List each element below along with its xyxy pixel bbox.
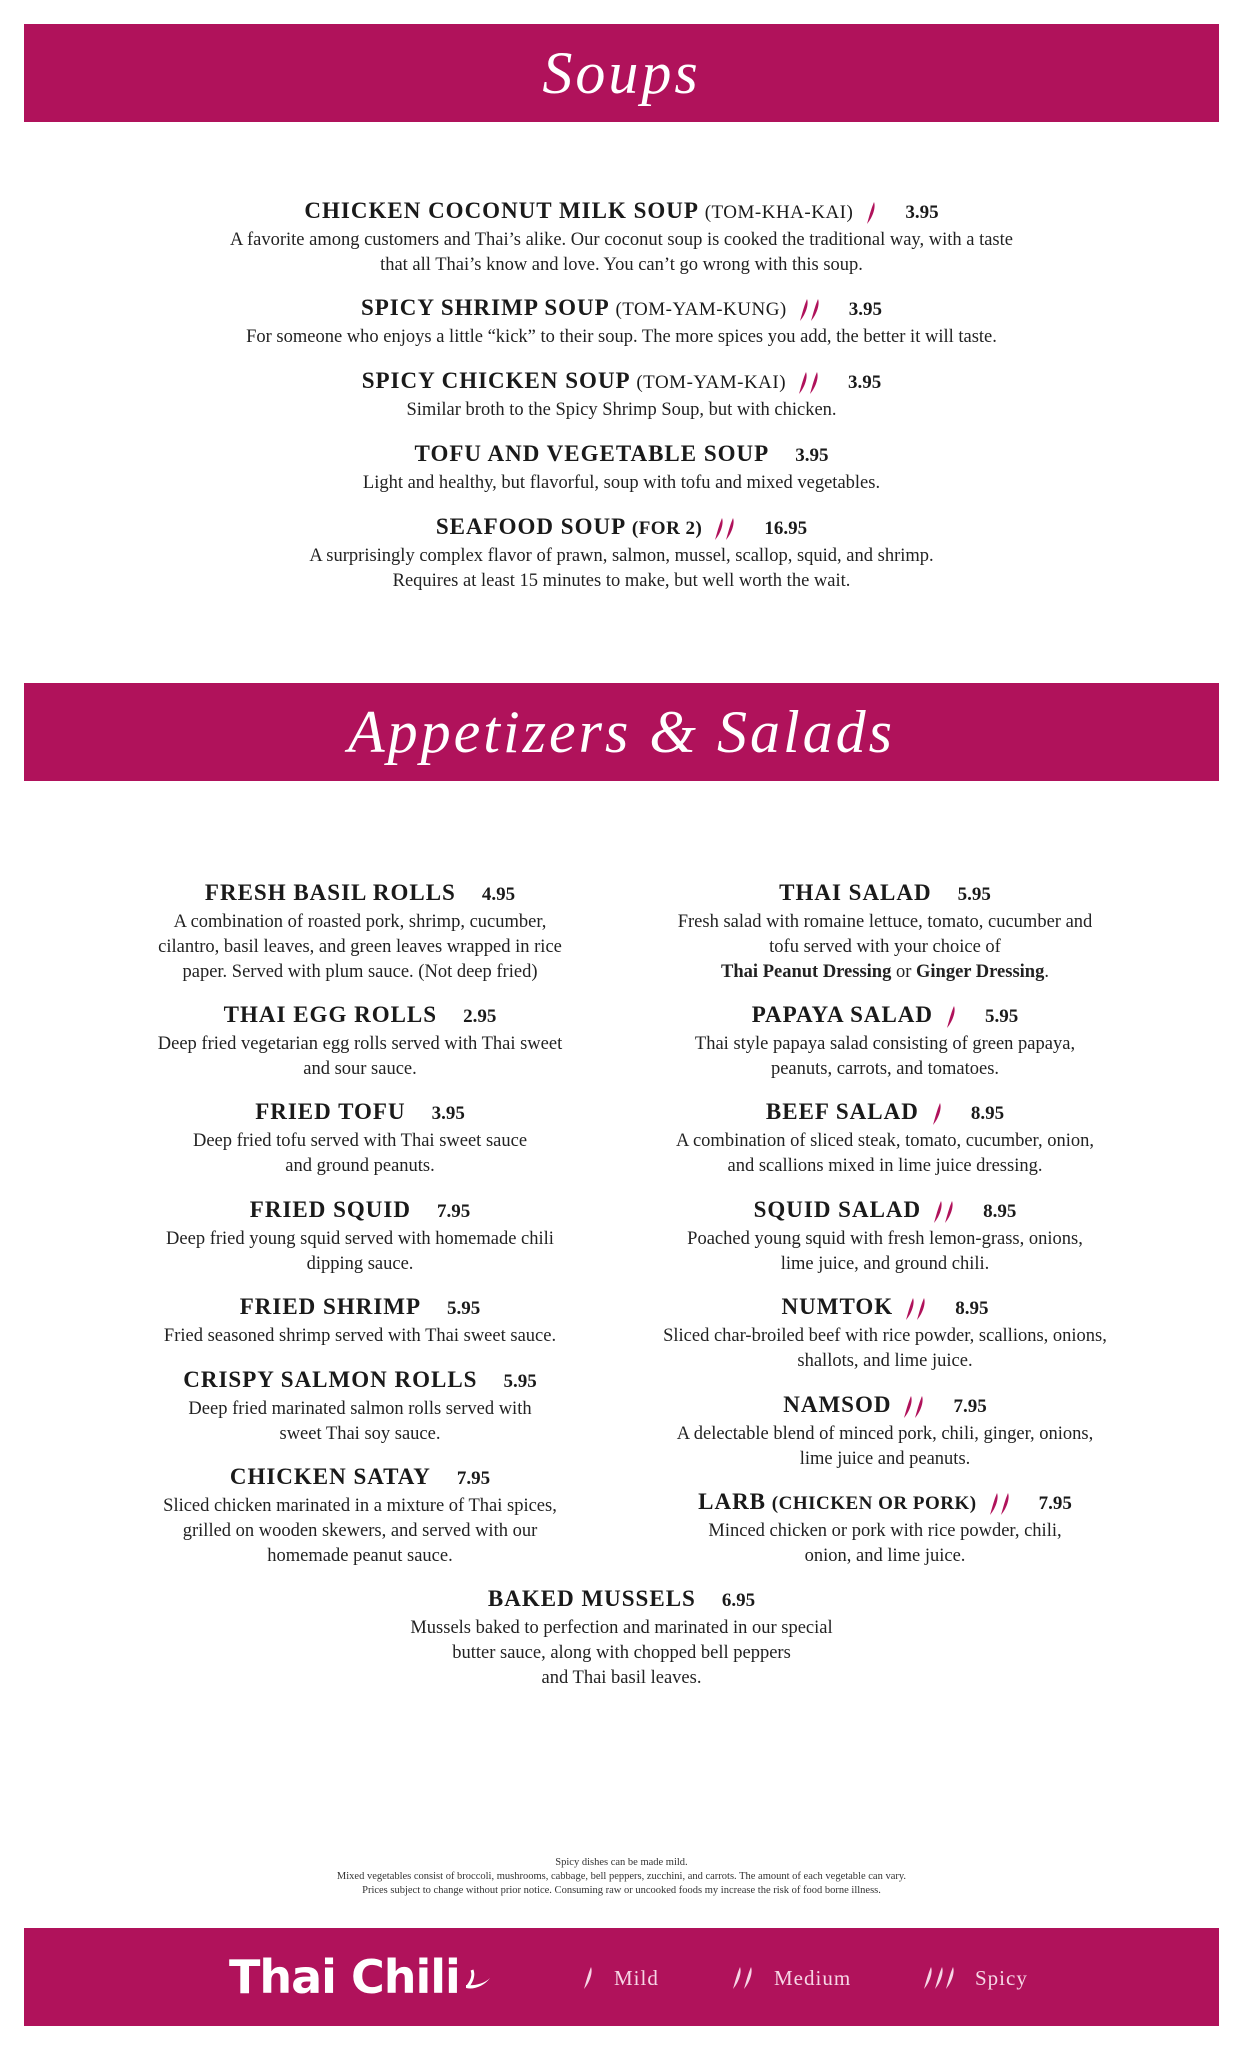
legend-medium xyxy=(730,1965,851,1991)
chili-medium-icon xyxy=(901,1394,927,1420)
menu-item xyxy=(24,439,1219,496)
chili-medium-icon xyxy=(730,1965,756,1991)
item-description: Sliced char-broiled beef with rice powder, scallions, onions, shallots, and lime juice. xyxy=(663,1326,1107,1371)
item-description: Minced chicken or pork with rice powder, chili, onion, and lime juice. xyxy=(708,1521,1062,1566)
item-description: Poached young squid with fresh lemon-grass, onions, lime juice, and ground chili. xyxy=(687,1229,1083,1274)
item-name: BAKED MUSSELS xyxy=(487,1586,696,1611)
item-subname: (TOM-YAM-KUNG) xyxy=(615,299,787,320)
menu-item xyxy=(655,1487,1115,1569)
item-name: FRIED TOFU xyxy=(255,1099,406,1124)
menu-item xyxy=(24,512,1219,594)
menu-item xyxy=(130,1195,590,1277)
item-name: CHICKEN SATAY xyxy=(229,1464,431,1489)
item-name: SQUID SALAD xyxy=(753,1197,922,1222)
chili-mild-icon xyxy=(580,1965,596,1991)
menu-item xyxy=(130,1000,590,1082)
item-name: FRESH BASIL ROLLS xyxy=(204,880,456,905)
chili-medium-icon xyxy=(903,1296,929,1322)
soups-header xyxy=(24,24,1219,122)
item-name: PAPAYA SALAD xyxy=(751,1002,934,1027)
menu-item xyxy=(24,196,1219,278)
logo-chili-icon xyxy=(462,1966,492,1996)
item-name: FRIED SQUID xyxy=(249,1197,411,1222)
item-name: BEEF SALAD xyxy=(765,1099,919,1124)
item-price: 5.95 xyxy=(985,1006,1019,1027)
item-name: SEAFOOD SOUP xyxy=(435,514,627,539)
item-description: Deep fried tofu served with Thai sweet sauce and ground peanuts. xyxy=(192,1131,528,1176)
dressing-option: Thai Peanut Dressing xyxy=(721,962,892,982)
item-description: Sliced chicken marinated in a mixture of Thai spices, grilled on wooden skewers, and served with our homemade peanut sauce. xyxy=(163,1496,557,1566)
item-price: 7.95 xyxy=(456,1468,491,1489)
footnote: Mixed vegetables consist of broccoli, mushrooms, cabbage, bell peppers, zucchini, and carrots. The amount of each vegetable can vary. xyxy=(336,1871,907,1882)
item-description: Similar broth to the Spicy Shrimp Soup, but with chicken. xyxy=(406,400,837,420)
item-name: THAI EGG ROLLS xyxy=(223,1002,438,1027)
chili-medium-icon xyxy=(712,516,738,542)
chili-mild-icon xyxy=(929,1101,945,1127)
item-name: CRISPY SALMON ROLLS xyxy=(183,1367,478,1392)
menu-item xyxy=(655,1390,1115,1472)
item-price: 4.95 xyxy=(481,884,516,905)
dressing-option: Ginger Dressing xyxy=(916,962,1045,982)
item-description: Fresh salad with romaine lettuce, tomato, cucumber and tofu served with your choice of Thai Peanut Dressing or Ginger Dressing. xyxy=(677,912,1093,982)
item-price: 5.95 xyxy=(957,884,991,905)
menu-item xyxy=(655,1000,1115,1082)
item-price: 3.95 xyxy=(795,445,829,466)
menu-item xyxy=(130,1462,590,1569)
item-price: 8.95 xyxy=(970,1103,1005,1124)
item-price: 2.95 xyxy=(463,1006,497,1027)
legend-label: Spicy xyxy=(975,1965,1028,1990)
menu-item xyxy=(655,1292,1115,1374)
item-price: 7.95 xyxy=(1038,1493,1072,1514)
legend-spicy xyxy=(921,1965,1028,1991)
item-name: NAMSOD xyxy=(783,1392,892,1417)
item-price: 3.95 xyxy=(431,1103,465,1124)
item-description: Fried seasoned shrimp served with Thai sweet sauce. xyxy=(163,1326,557,1346)
item-price: 6.95 xyxy=(721,1590,756,1611)
soups-heading: Soups xyxy=(542,39,701,106)
item-name: SPICY SHRIMP SOUP xyxy=(360,295,610,320)
legend-label: Medium xyxy=(774,1965,852,1990)
menu-item xyxy=(24,1584,1219,1691)
menu-item xyxy=(24,293,1219,350)
item-name: THAI SALAD xyxy=(779,880,932,905)
chili-spicy-icon xyxy=(921,1965,957,1991)
item-description: A combination of sliced steak, tomato, cucumber, onion, and scallions mixed in lime juice dressing. xyxy=(676,1131,1094,1176)
item-description: A combination of roasted pork, shrimp, cucumber, cilantro, basil leaves, and green leaves wrapped in rice paper. Served with plum sauce. (Not deep fried) xyxy=(158,912,562,982)
chili-mild-icon xyxy=(863,200,879,226)
item-subname: (TOM-KHA-KAI) xyxy=(704,202,854,223)
item-price: 7.95 xyxy=(436,1201,471,1222)
menu-item xyxy=(130,1365,590,1447)
item-name: FRIED SHRIMP xyxy=(239,1294,422,1319)
item-description: Deep fried young squid served with homemade chili dipping sauce. xyxy=(166,1229,554,1274)
item-description: Mussels baked to perfection and marinated in our special butter sauce, along with chopped bell peppers and Thai basil leaves. xyxy=(410,1618,833,1688)
menu-item xyxy=(655,878,1115,985)
footnotes xyxy=(24,1856,1219,1898)
item-name: LARB xyxy=(698,1489,767,1514)
item-name: SPICY CHICKEN SOUP xyxy=(361,368,631,393)
brand-logo xyxy=(229,1950,492,2004)
item-name: TOFU AND VEGETABLE SOUP xyxy=(414,441,770,466)
appetizers-heading: Appetizers & Salads xyxy=(348,698,895,765)
item-subname: (FOR 2) xyxy=(631,518,703,539)
item-subname: (CHICKEN OR PORK) xyxy=(771,1493,977,1514)
item-price: 5.95 xyxy=(503,1371,537,1392)
menu-item xyxy=(655,1097,1115,1179)
chili-medium-icon xyxy=(931,1199,957,1225)
item-price: 5.95 xyxy=(447,1298,481,1319)
item-price: 8.95 xyxy=(983,1201,1017,1222)
chili-medium-icon xyxy=(796,370,822,396)
item-description: Deep fried vegetarian egg rolls served with Thai sweet and sour sauce. xyxy=(157,1034,563,1079)
menu-item xyxy=(130,1292,590,1349)
footnote: Prices subject to change without prior notice. Consuming raw or uncooked foods my increase the risk of food borne illness. xyxy=(362,1885,881,1896)
item-description: Light and healthy, but flavorful, soup with tofu and mixed vegetables. xyxy=(362,473,881,493)
legend-label: Mild xyxy=(614,1965,659,1990)
item-description: A delectable blend of minced pork, chili, ginger, onions, lime juice and peanuts. xyxy=(676,1424,1094,1469)
menu-item xyxy=(655,1195,1115,1277)
item-name: CHICKEN COCONUT MILK SOUP xyxy=(304,198,699,223)
item-price: 3.95 xyxy=(848,299,883,320)
menu-item xyxy=(130,878,590,985)
item-name: NUMTOK xyxy=(781,1294,894,1319)
item-price: 16.95 xyxy=(764,518,808,539)
appetizers-header xyxy=(24,683,1219,781)
item-price: 3.95 xyxy=(848,372,882,393)
item-description: Thai style papaya salad consisting of green papaya, peanuts, carrots, and tomatoes. xyxy=(694,1034,1076,1079)
legend-mild xyxy=(580,1965,659,1991)
chili-medium-icon xyxy=(987,1491,1013,1517)
menu-item xyxy=(130,1097,590,1179)
chili-medium-icon xyxy=(797,297,823,323)
item-description: A favorite among customers and Thai’s alike. Our coconut soup is cooked the traditional way, with a taste that all Thai’s know and love. You can’t go wrong with this soup. xyxy=(230,230,1013,275)
logo-text: Thai Chili xyxy=(229,1950,460,2004)
item-price: 8.95 xyxy=(955,1298,989,1319)
item-price: 7.95 xyxy=(953,1396,987,1417)
item-description: Deep fried marinated salmon rolls served with sweet Thai soy sauce. xyxy=(188,1399,532,1444)
item-description: A surprisingly complex flavor of prawn, salmon, mussel, scallop, squid, and shrimp. Requires at least 15 minutes to make, but well worth the wait. xyxy=(309,546,934,591)
item-price: 3.95 xyxy=(905,202,939,223)
footer-band xyxy=(24,1928,1219,2026)
item-subname: (TOM-YAM-KAI) xyxy=(636,372,787,393)
footnote: Spicy dishes can be made mild. xyxy=(555,1857,688,1868)
menu-item xyxy=(24,366,1219,423)
chili-mild-icon xyxy=(943,1004,959,1030)
item-description: For someone who enjoys a little “kick” to their soup. The more spices you add, the better it will taste. xyxy=(246,327,997,347)
